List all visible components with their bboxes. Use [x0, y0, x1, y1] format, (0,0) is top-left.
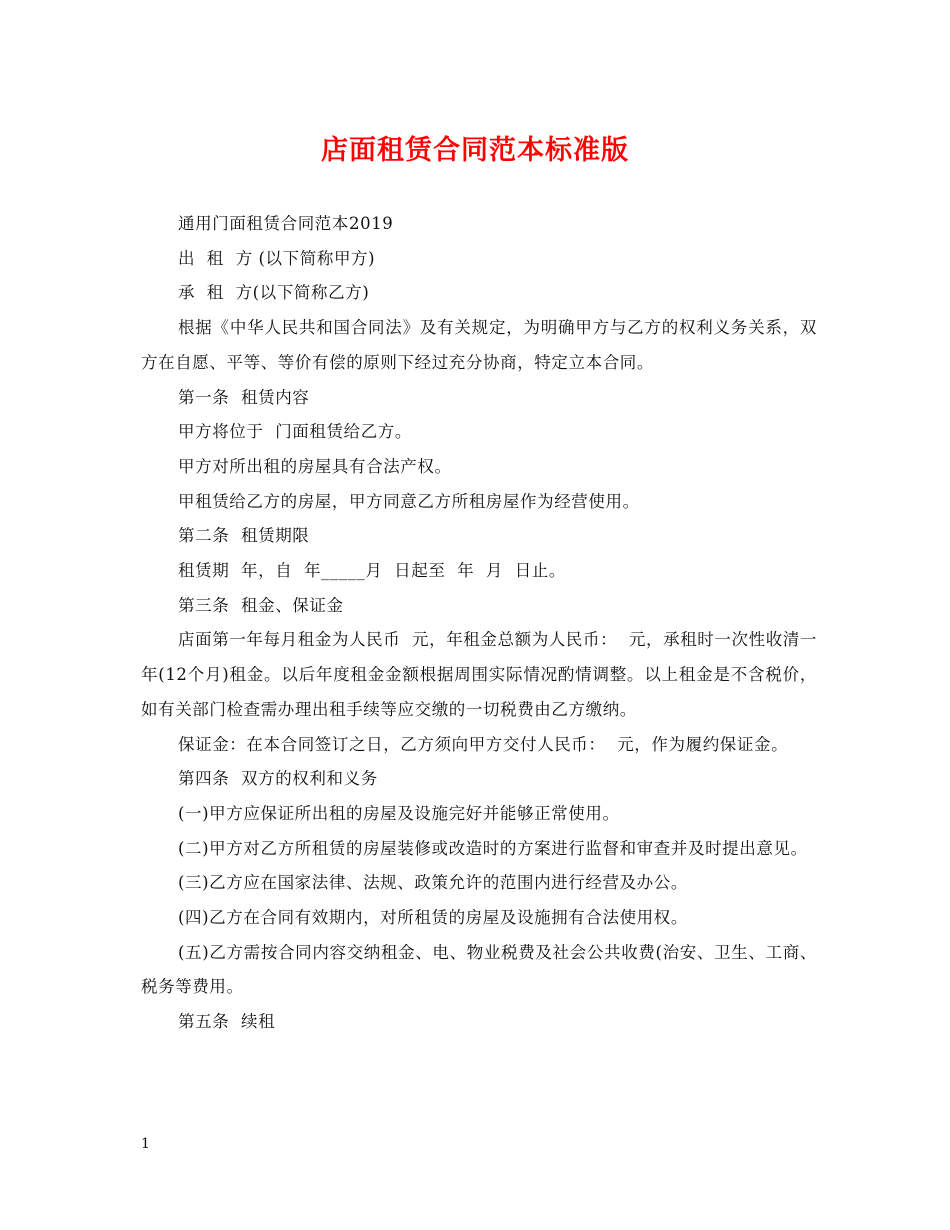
paragraph: 通用门面租赁合同范本2019	[178, 214, 394, 233]
paragraph: 租赁期 年，自 年_____月 日起至 年 月 日止。	[178, 561, 566, 581]
article-heading: 第一条 租赁内容	[178, 387, 310, 407]
paragraph: 甲方对所出租的房屋具有合法产权。	[178, 456, 452, 476]
page-number: 1	[141, 1136, 150, 1152]
paragraph: 店面第一年每月租金为人民币 元，年租金总额为人民币： 元，承租时一次性收清一年(12个月)租金。以后年度租金金额根据周围实际情况酌情调整。以上租金是不含税价，如有关部门检查需办理出租手续等应交缴的一切税费由乙方缴纳。	[141, 630, 817, 719]
article-heading: 第三条 租金、保证金	[178, 595, 344, 615]
article-heading: 第五条 续租	[178, 1012, 276, 1032]
paragraph: (三)乙方应在国家法律、法规、政策允许的范围内进行经营及办公。	[178, 873, 688, 893]
paragraph: 出 租 方 (以下简称甲方)	[178, 248, 376, 268]
paragraph: 承 租 方(以下简称乙方)	[178, 283, 370, 303]
paragraph: (二)甲方对乙方所租赁的房屋装修或改造时的方案进行监督和审查并及时提出意见。	[178, 838, 808, 858]
paragraph: 甲方将位于 门面租赁给乙方。	[178, 422, 412, 442]
article-heading: 第二条 租赁期限	[178, 526, 310, 546]
paragraph: (四)乙方在合同有效期内，对所租赁的房屋及设施拥有合法使用权。	[178, 908, 688, 928]
paragraph: 保证金：在本合同签订之日，乙方须向甲方交付人民币： 元，作为履约保证金。	[178, 734, 789, 754]
paragraph: (五)乙方需按合同内容交纳租金、电、物业税费及社会公共收费(治安、卫生、工商、税务等费用。	[141, 942, 817, 997]
paragraph: 甲租赁给乙方的房屋，甲方同意乙方所租房屋作为经营使用。	[178, 491, 640, 511]
paragraph: (一)甲方应保证所出租的房屋及设施完好并能够正常使用。	[178, 803, 620, 823]
document-body	[141, 207, 817, 1040]
article-heading: 第四条 双方的权利和义务	[178, 769, 378, 789]
paragraph: 根据《中华人民共和国合同法》及有关规定，为明确甲方与乙方的权利义务关系，双方在自愿、平等、等价有偿的原则下经过充分协商，特定立本合同。	[141, 318, 817, 372]
document-title: 店面租赁合同范本标准版	[321, 135, 629, 166]
